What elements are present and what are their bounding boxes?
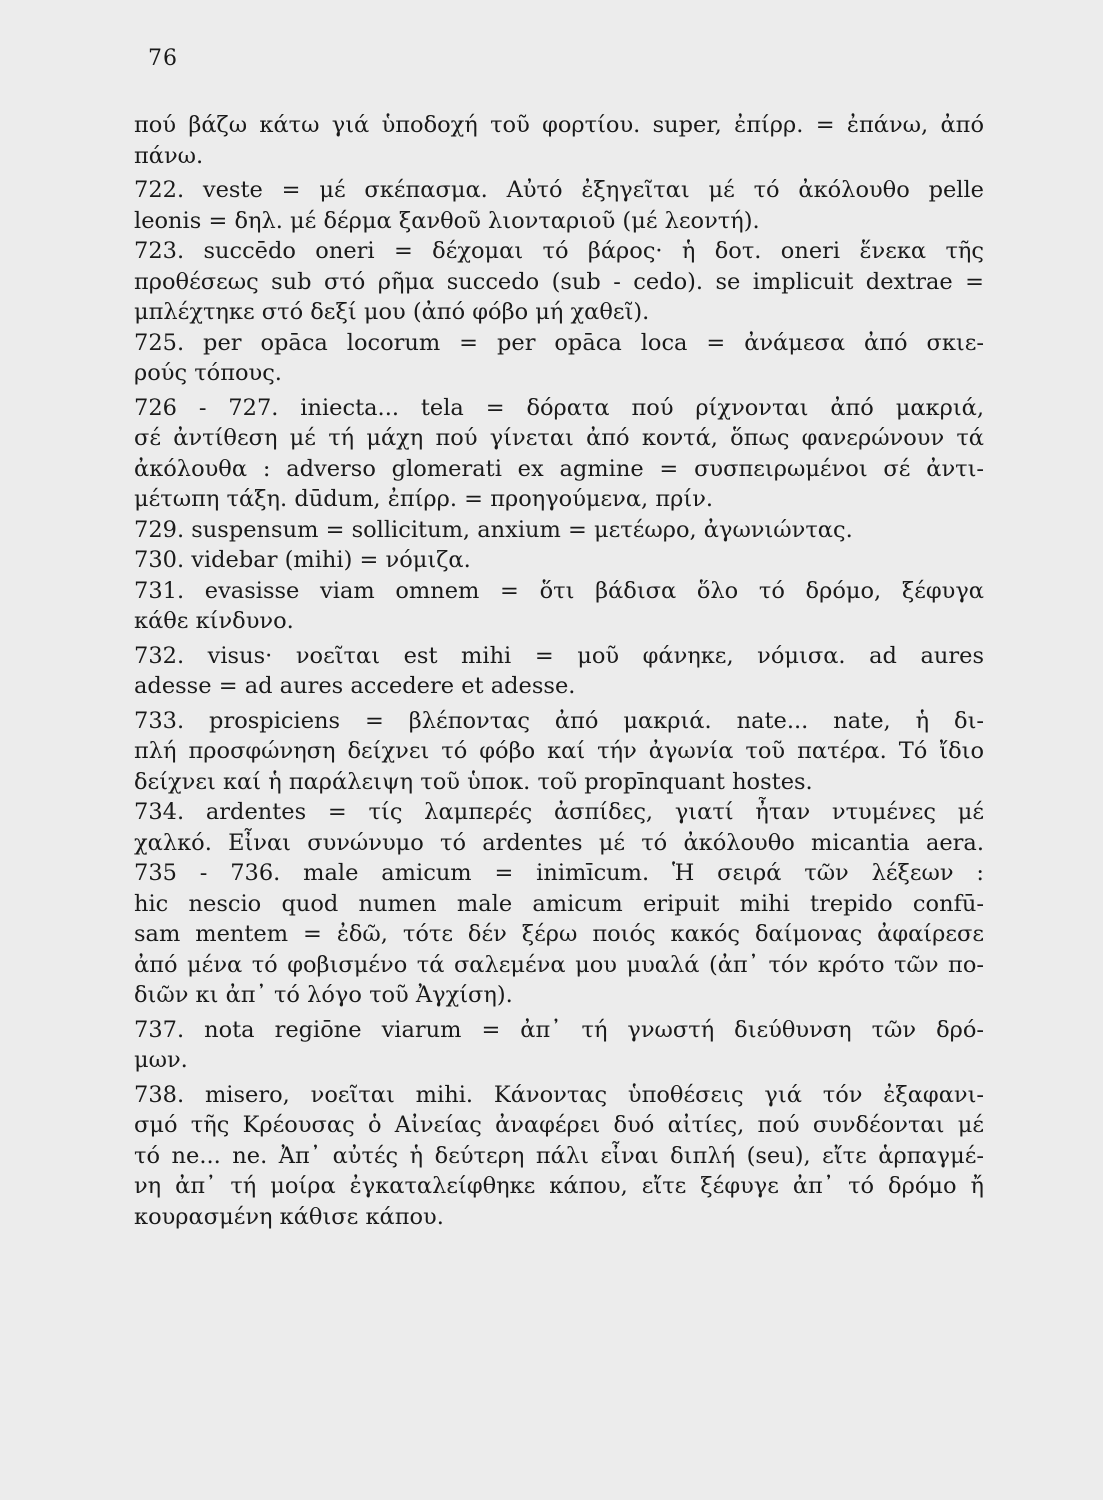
text-line: 725. per opāca locorum = per opāca loca = ἀνάμεσα ἀπό σκιε- bbox=[134, 329, 984, 356]
text-line: μπλέχτηκε στό δεξί μου (ἀπό φόβο μή χαθεῖ). bbox=[134, 299, 650, 325]
text-line: πάνω. bbox=[134, 142, 204, 169]
page-number: 76 bbox=[148, 46, 178, 71]
commentary-text bbox=[134, 110, 984, 1232]
text-line: adesse = ad aures accedere et adesse. bbox=[134, 673, 576, 699]
text-line: 731. evasisse viam omnem = ὅτι βάδισα ὅλο τό δρόμο, ξέφυγα bbox=[134, 577, 984, 604]
text-line: sam mentem = ἐδῶ, τότε δέν ξέρω ποιός κακός δαίμονας ἀφαίρεσε bbox=[134, 921, 984, 947]
text-line: πλή προσφώνηση δείχνει τό φόβο καί τήν ἀγωνία τοῦ πατέρα. Τό ἴδιο bbox=[134, 738, 984, 764]
text-line: 738. misero, νοεῖται mihi. Κάνοντας ὑποθέσεις γιά τόν ἐξαφανι- bbox=[134, 1081, 984, 1108]
text-line: κάθε κίνδυνο. bbox=[134, 608, 294, 634]
text-line: μέτωπη τάξη. dūdum, ἐπίρρ. = προηγούμενα, πρίν. bbox=[134, 486, 714, 512]
text-line: 723. succēdo oneri = δέχομαι τό βάρος· ἡ δοτ. oneri ἕνεκα τῆς bbox=[134, 238, 984, 264]
text-line: ρούς τόπους. bbox=[134, 360, 282, 386]
text-line: σέ ἀντίθεση μέ τή μάχη πού γίνεται ἀπό κοντά, ὅπως φανερώνουν τά bbox=[134, 425, 984, 451]
text-line: μων. bbox=[134, 1047, 188, 1073]
text-line: κουρασμένη κάθισε κάπου. bbox=[134, 1203, 444, 1230]
text-line: leonis = δηλ. μέ δέρμα ξανθοῦ λιονταριοῦ (μέ λεοντή). bbox=[134, 207, 760, 234]
text-line: ἀπό μένα τό φοβισμένο τά σαλεμένα μου μυαλά (ἀπ᾽ τόν κρότο τῶν πο- bbox=[134, 951, 984, 978]
text-line: 734. ardentes = τίς λαμπερές ἀσπίδες, γιατί ἦταν ντυμένες μέ bbox=[134, 799, 984, 825]
text-line: 726 - 727. iniecta... tela = δόρατα πού ρίχνονται ἀπό μακριά, bbox=[134, 394, 984, 421]
text-line: χαλκό. Εἶναι συνώνυμο τό ardentes μέ τό ἀκόλουθο micantia aera. bbox=[134, 829, 984, 856]
text-line: 732. visus· νοεῖται est mihi = μοῦ φάνηκε, νόμισα. ad aures bbox=[134, 642, 984, 669]
text-line: τό ne... ne. Ἀπ᾽ αὐτές ἡ δεύτερη πάλι εἶναι διπλή (seu), εἴτε ἁρπαγμέ- bbox=[134, 1142, 984, 1169]
text-line: δείχνει καί ἡ παράλειψη τοῦ ὑποκ. τοῦ propīnquant hostes. bbox=[134, 768, 813, 795]
text-line: 729. suspensum = sollicitum, anxium = μετέωρο, ἀγωνιώντας. bbox=[134, 516, 853, 543]
text-line: hic nescio quod numen male amicum eripuit mihi trepido confū- bbox=[134, 890, 984, 917]
text-line: 737. nota regiōne viarum = ἀπ᾽ τή γνωστή διεύθυνση τῶν δρό- bbox=[134, 1016, 984, 1043]
text-line: σμό τῆς Κρέουσας ὁ Αἰνείας ἀναφέρει δυό αἰτίες, πού συνδέονται μέ bbox=[134, 1112, 984, 1138]
text-line: προθέσεως sub στό ρῆμα succedo (sub - cedo). se implicuit dextrae = bbox=[134, 268, 984, 295]
text-line: 733. prospiciens = βλέποντας ἀπό μακριά. nate... nate, ἡ δι- bbox=[134, 707, 984, 734]
text-line: ἀκόλουθα : adverso glomerati ex agmine = συσπειρωμένοι σέ ἀντι- bbox=[134, 455, 984, 482]
text-line: 730. videbar (mihi) = νόμιζα. bbox=[134, 547, 471, 573]
text-line: διῶν κι ἀπ᾽ τό λόγο τοῦ Ἀγχίση). bbox=[134, 982, 513, 1008]
text-line: πού βάζω κάτω γιά ὑποδοχή τοῦ φορτίου. super, ἐπίρρ. = ἐπάνω, ἀπό bbox=[134, 112, 984, 138]
text-line: νη ἀπ᾽ τή μοίρα ἐγκαταλείφθηκε κάπου, εἴτε ξέφυγε ἀπ᾽ τό δρόμο ἤ bbox=[134, 1173, 984, 1199]
text-line: 735 - 736. male amicum = inimīcum. Ἡ σειρά τῶν λέξεων : bbox=[134, 860, 984, 886]
text-line: 722. veste = μέ σκέπασμα. Αὐτό ἐξηγεῖται μέ τό ἀκόλουθο pelle bbox=[134, 177, 984, 203]
